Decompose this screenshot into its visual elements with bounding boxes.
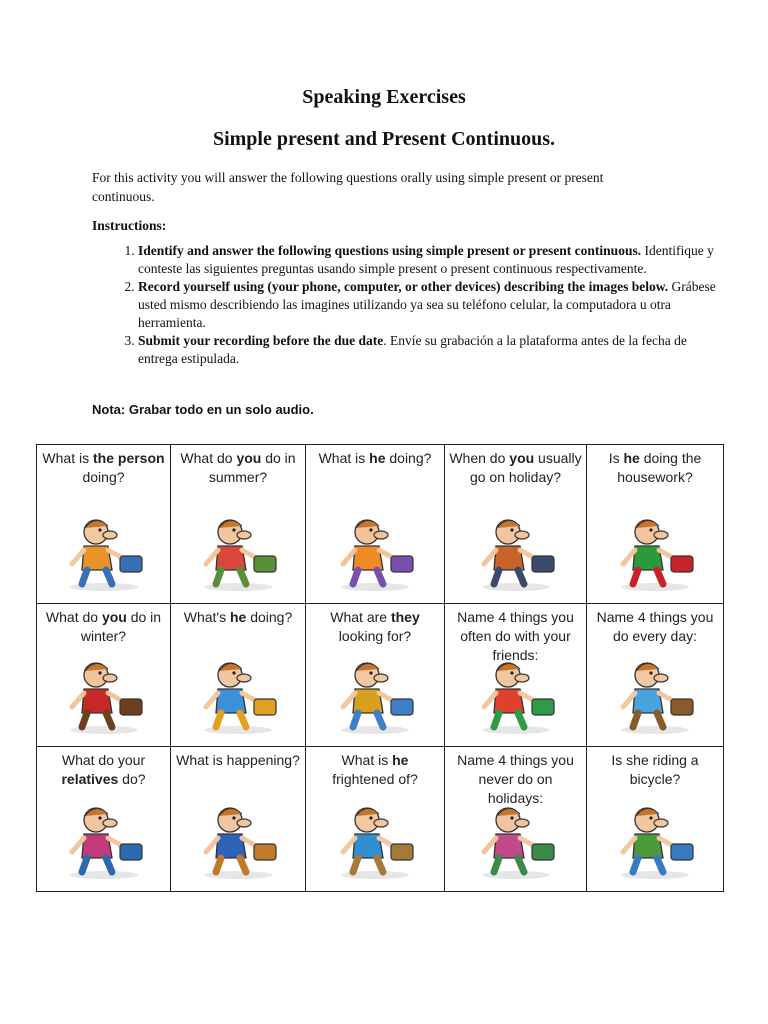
exercise-card	[586, 444, 724, 604]
waiter-tray-icon	[54, 798, 154, 885]
intro-paragraph: For this activity you will answer the following questions orally using simple present or present continuous.	[92, 170, 604, 204]
exercise-card	[305, 746, 445, 892]
exercise-card	[36, 603, 171, 747]
exercise-card	[586, 603, 724, 747]
card-question: Is she riding a bicycle?	[611, 752, 699, 787]
instruction-item-1: 1. Identify and answer the following questions using simple present or present continuous. Identifique y conteste las siguientes preguntas usando simple present o present continuous respectivamente.	[138, 242, 718, 278]
card-question: What is the person doing?	[42, 450, 165, 485]
exercise-card	[170, 746, 306, 892]
man-boarding-plane-icon	[466, 510, 566, 597]
dog-chasing-man-icon	[188, 798, 288, 885]
exercise-card	[444, 603, 587, 747]
exercise-card	[305, 603, 445, 747]
card-question: What do you do in winter?	[45, 609, 162, 644]
man-in-shower-icon	[605, 653, 705, 740]
instruction-item-3: 3. Submit your recording before the due date. Envíe su grabación a la plataforma antes de la fecha de entrega estipulada.	[138, 332, 718, 368]
exercise-card	[36, 746, 171, 892]
instructions-list	[92, 242, 718, 368]
exercise-card	[170, 603, 306, 747]
exercise-card	[444, 746, 587, 892]
card-question: What is he doing?	[318, 450, 432, 466]
card-question: What is happening?	[176, 752, 300, 768]
couple-house-for-sale-icon	[325, 653, 425, 740]
man-shopping-cart-icon	[605, 510, 705, 597]
card-question: Is he doing the housework?	[608, 450, 702, 485]
exercise-grid	[36, 444, 724, 892]
man-walking-dog-icon	[54, 510, 154, 597]
card-question: Name 4 things you do every day:	[596, 609, 714, 644]
man-hammock-icon	[188, 653, 288, 740]
exercise-card	[305, 444, 445, 604]
raft-icon	[466, 798, 566, 885]
man-scared-flight-icon	[325, 798, 425, 885]
man-shoveling-snow-icon	[54, 653, 154, 740]
card-question: What do your relatives do?	[61, 752, 146, 787]
man-running-laptop-icon	[325, 510, 425, 597]
exercise-card	[444, 444, 587, 604]
exercise-card	[36, 444, 171, 604]
page-subtitle: Simple present and Present Continuous.	[212, 128, 556, 150]
card-question: What are they looking for?	[330, 609, 420, 644]
group-of-friends-icon	[466, 653, 566, 740]
card-question: What do you do in summer?	[180, 450, 296, 485]
card-question: Name 4 things you often do with your friends:	[457, 609, 574, 663]
card-question: What is he frightened of?	[332, 752, 418, 787]
exercise-card	[586, 746, 724, 892]
note: Nota: Grabar todo en un solo audio.	[92, 402, 314, 417]
instruction-item-2: 2. Record yourself using (your phone, computer, or other devices) describing the images below. Grábese usted mismo describiendo las imagines utilizando ya sea su teléfono celular, la computadora u otra herramienta.	[138, 278, 718, 332]
scooter-rider-icon	[605, 798, 705, 885]
card-question: What's he doing?	[183, 609, 293, 625]
card-question: Name 4 things you never do on holidays:	[457, 752, 574, 806]
exercise-card	[170, 444, 306, 604]
card-question: When do you usually go on holiday?	[449, 450, 582, 485]
instructions-heading: Instructions:	[92, 218, 167, 233]
page-title: Speaking Exercises	[302, 86, 466, 108]
camping-icon	[188, 510, 288, 597]
